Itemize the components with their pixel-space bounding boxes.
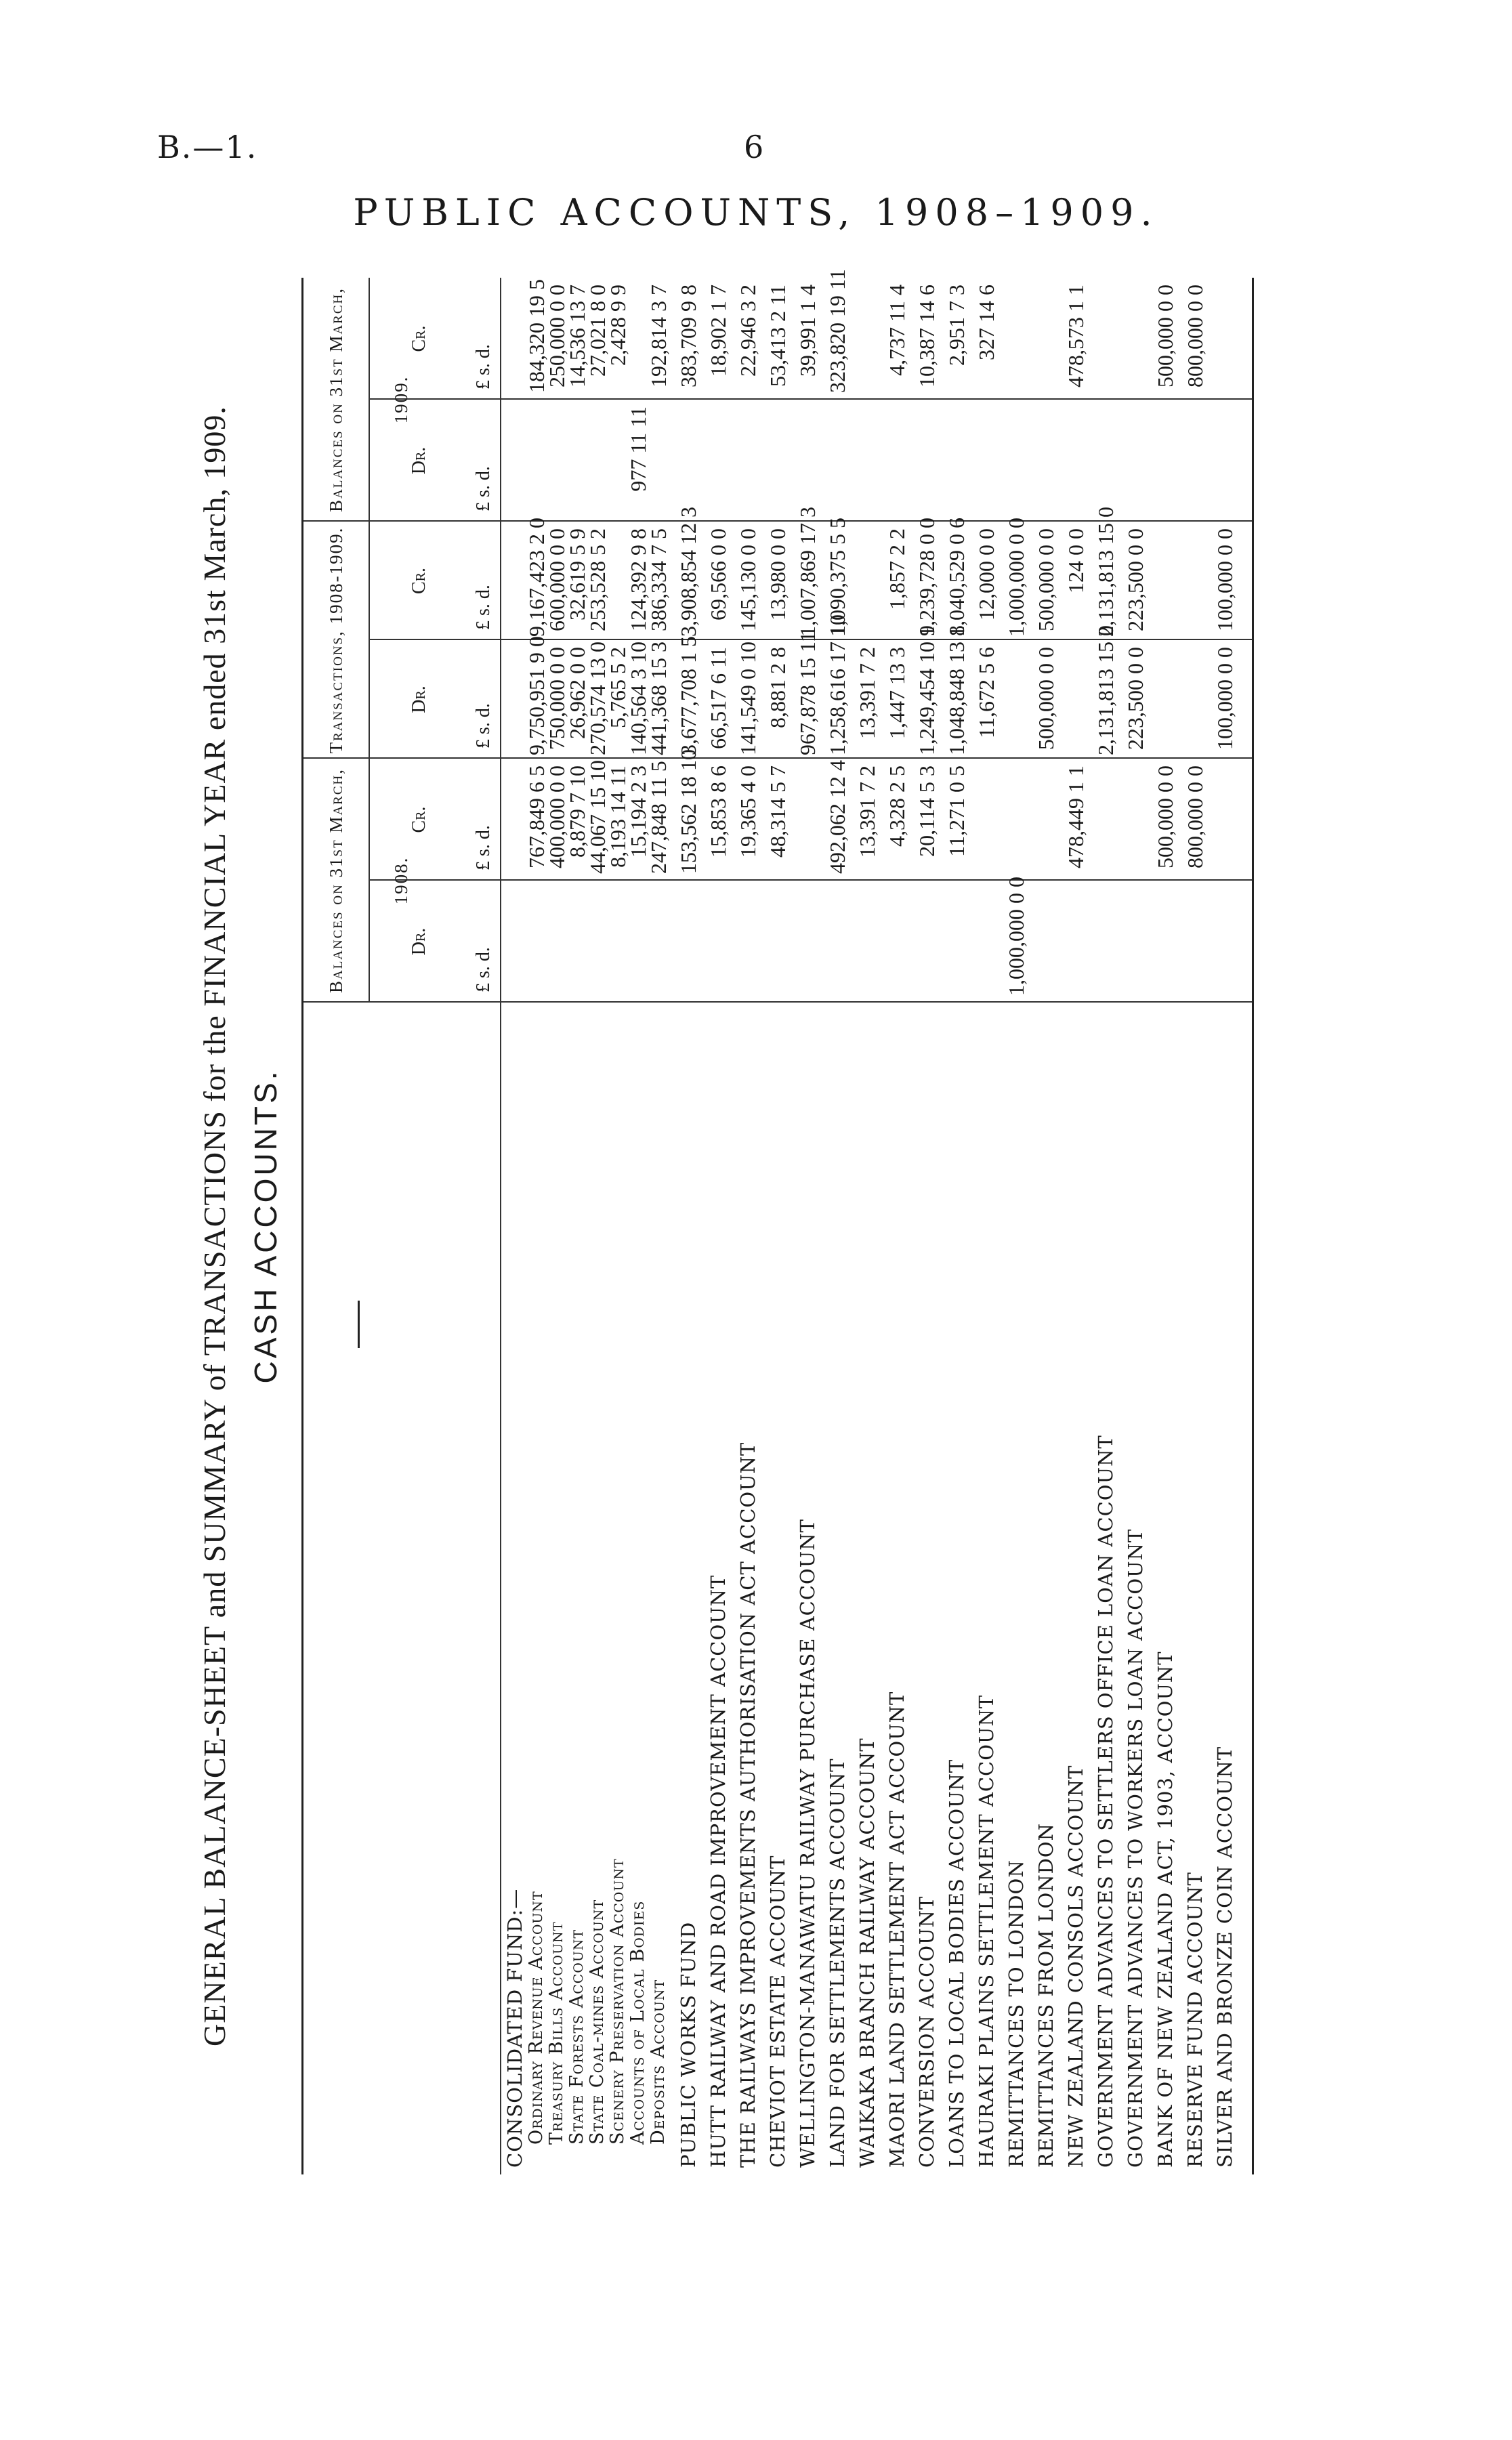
row-label: HUTT RAILWAY AND ROAD IMPROVEMENT ACCOUNT: [707, 1574, 730, 2168]
cell-cr-1908: 800,000 0 0: [1183, 765, 1207, 868]
row-label: RESERVE FUND ACCOUNT: [1183, 1872, 1206, 2168]
table-row: [882, 278, 912, 2174]
table-row: [733, 278, 763, 2174]
cell-dr-transactions: 9,750,951 9 0: [524, 636, 549, 755]
row-label: CONVERSION ACCOUNT: [915, 1895, 938, 2168]
cell-cr-1909: 184,320 19 5: [524, 279, 549, 393]
cell-cr-1909: 14,536 13 7: [565, 285, 589, 387]
cell-cr-1908: 11,271 0 5: [944, 765, 969, 857]
cell-cr-transactions: 124,392 9 8: [626, 528, 650, 631]
page-reference: B.—1.: [157, 129, 258, 165]
cell-cr-1909: 327 14 6: [974, 285, 999, 360]
row-label: REMITTANCES TO LONDON: [1005, 1859, 1028, 2168]
cell-cr-1908: 13,391 7 2: [855, 765, 879, 858]
cell-cr-transactions: 32,619 5 9: [565, 528, 589, 620]
cell-cr-1909: 192,814 3 7: [646, 285, 671, 387]
row-label: Ordinary Revenue Account: [526, 1891, 547, 2145]
table-row: [763, 278, 793, 2174]
cell-cr-transactions: 100,000 0 0: [1213, 528, 1237, 631]
table-row: [942, 278, 971, 2174]
cell-cr-1908: 19,365 4 0: [736, 765, 760, 858]
cell-cr-1908: 8,193 14 11: [606, 765, 630, 868]
cell-cr-transactions: 600,000 0 0: [545, 528, 569, 631]
cell-cr-1908: 15,194 2 3: [626, 765, 650, 858]
row-label: HAURAKI PLAINS SETTLEMENT ACCOUNT: [975, 1694, 998, 2168]
units-label: £ s. d.: [473, 585, 494, 630]
row-label: GOVERNMENT ADVANCES TO SETTLERS OFFICE LOAN ACCOUNT: [1094, 1435, 1117, 2168]
cell-cr-transactions: 500,000 0 0: [1034, 528, 1058, 631]
row-label: WAIKAKA BRANCH RAILWAY ACCOUNT: [856, 1738, 879, 2168]
cell-cr-transactions: 69,566 0 0: [706, 528, 730, 620]
group-header-transactions: Transactions, 1908-1909.: [326, 526, 346, 754]
cell-dr-transactions: 100,000 0 0: [1213, 647, 1237, 750]
row-label: SILVER AND BRONZE COIN ACCOUNT: [1213, 1746, 1236, 2168]
row-label: Scenery Preservation Account: [607, 1858, 628, 2145]
cell-cr-transactions: 2,131,813 15 0: [1093, 507, 1118, 637]
table-row: [1091, 278, 1120, 2174]
cell-cr-1909: 250,000 0 0: [545, 285, 569, 387]
cell-cr-1909: 800,000 0 0: [1183, 285, 1207, 387]
cell-dr-1908: 1,000,000 0 0: [1004, 877, 1028, 996]
col-header-dr: Dr.: [408, 446, 429, 475]
row-label: LOANS TO LOCAL BODIES ACCOUNT: [945, 1759, 968, 2168]
cell-dr-1909: 977 11 11: [626, 406, 650, 492]
col-header-dr: Dr.: [408, 927, 429, 956]
table-row: [1150, 278, 1180, 2174]
cell-cr-1908: 48,314 5 7: [765, 765, 790, 858]
cell-dr-transactions: 270,574 13 0: [585, 641, 610, 755]
group-header-balances-1908: Balances on 31st March, 1908.: [326, 767, 411, 994]
table-row: [852, 278, 882, 2174]
cell-cr-1909: 2,428 9 9: [606, 285, 630, 366]
cell-cr-transactions: 1,090,375 5 5: [825, 518, 849, 637]
row-label: GOVERNMENT ADVANCES TO WORKERS LOAN ACCOUNT: [1124, 1528, 1147, 2168]
row-label: Deposits Account: [648, 1979, 669, 2145]
cell-cr-1908: 767,849 6 5: [524, 765, 549, 868]
row-label: REMITTANCES FROM LONDON: [1034, 1822, 1057, 2168]
table-row: [1061, 278, 1091, 2174]
cell-cr-1908: 4,328 2 5: [885, 765, 909, 847]
cell-cr-1908: 247,848 11 5: [646, 761, 671, 874]
cell-cr-1909: 10,387 14 6: [915, 285, 939, 387]
row-label: CONSOLIDATED FUND:—: [503, 1888, 526, 2168]
cell-cr-transactions: 1,000,000 0 0: [1004, 518, 1028, 637]
cell-cr-1909: 27,021 8 0: [585, 285, 610, 377]
cell-cr-transactions: 1,007,869 17 3: [795, 507, 820, 637]
cell-cr-1909: 478,573 1 1: [1064, 285, 1088, 387]
cell-cr-transactions: 1,857 2 2: [885, 528, 909, 610]
table-row: [793, 278, 822, 2174]
cell-cr-1909: 383,709 9 8: [676, 285, 700, 387]
units-label: £ s. d.: [473, 825, 494, 870]
row-label: NEW ZEALAND CONSOLS ACCOUNT: [1064, 1765, 1087, 2168]
cell-cr-transactions: 12,000 0 0: [974, 528, 999, 620]
cell-dr-transactions: 1,258,616 17 10: [825, 614, 849, 755]
table-row: [822, 269, 852, 2174]
row-label: Accounts of Local Bodies: [627, 1900, 648, 2145]
table-row: [1120, 278, 1150, 2174]
cell-cr-1909: 4,737 11 4: [885, 285, 909, 376]
cell-dr-transactions: 3,677,708 1 5: [676, 636, 700, 755]
statement-subtitle: CASH ACCOUNTS.: [248, 1068, 283, 1384]
table-row: [1180, 278, 1210, 2174]
totals-block: [196, 2178, 1321, 2381]
cell-cr-1908: 20,114 5 3: [915, 765, 939, 857]
label-header-dash: [358, 1301, 360, 1348]
cell-cr-transactions: 9,167,423 2 0: [524, 518, 549, 637]
cell-cr-1909: 22,946 3 2: [736, 285, 760, 377]
cell-cr-1909: 2,951 7 3: [944, 285, 969, 366]
cell-cr-1909: 39,991 1 4: [795, 285, 820, 377]
cell-cr-transactions: 1,040,529 0 6: [944, 518, 969, 637]
row-label: State Coal-mines Account: [587, 1899, 608, 2145]
page-number: 6: [744, 129, 764, 165]
row-label: MAORI LAND SETTLEMENT ACT ACCOUNT: [885, 1691, 908, 2168]
cell-cr-1908: 44,067 15 10: [585, 760, 610, 874]
units-label: £ s. d.: [473, 947, 494, 992]
table-row: [1031, 278, 1061, 2174]
row-label: THE RAILWAYS IMPROVEMENTS AUTHORISATION ACT ACCOUNT: [736, 1442, 759, 2168]
cell-cr-1908: 15,853 8 6: [706, 765, 730, 858]
cell-dr-transactions: 2,131,813 15 0: [1093, 625, 1118, 755]
cell-cr-transactions: 223,500 0 0: [1123, 528, 1148, 631]
group-header-balances-1909: Balances on 31st March, 1909.: [326, 287, 411, 513]
units-label: £ s. d.: [473, 703, 494, 749]
col-header-cr: Cr.: [408, 806, 429, 833]
cell-cr-transactions: 386,334 7 5: [646, 528, 671, 631]
cell-dr-transactions: 66,517 6 11: [706, 647, 730, 749]
row-label: PUBLIC WORKS FUND: [677, 1921, 700, 2168]
cell-dr-transactions: 750,000 0 0: [545, 647, 569, 750]
table-row: [1210, 278, 1240, 2174]
row-label: LAND FOR SETTLEMENTS ACCOUNT: [826, 1758, 849, 2168]
section-title: PUBLIC ACCOUNTS, 1908–1909.: [353, 191, 1159, 234]
cell-dr-transactions: 11,672 5 6: [974, 647, 999, 738]
cell-dr-transactions: 5,765 5 2: [606, 647, 630, 728]
cell-dr-transactions: 141,549 0 10: [736, 641, 760, 755]
table-row: [673, 278, 703, 2174]
cell-dr-transactions: 1,249,454 10 9: [915, 625, 939, 755]
cell-dr-transactions: 1,048,848 13 8: [944, 625, 969, 755]
units-label: £ s. d.: [473, 466, 494, 511]
table-row: [703, 278, 733, 2174]
cell-cr-1908: 400,000 0 0: [545, 765, 569, 868]
cell-cr-1909: 18,902 1 7: [706, 285, 730, 377]
cell-dr-transactions: 1,447 13 3: [885, 647, 909, 739]
cell-cr-transactions: 3,908,854 12 3: [676, 507, 700, 637]
cell-cr-transactions: 1,239,728 0 0: [915, 518, 939, 637]
cell-cr-1908: 478,449 1 1: [1064, 765, 1088, 868]
row-label: CHEVIOT ESTATE ACCOUNT: [766, 1855, 789, 2168]
cell-dr-transactions: 140,564 3 10: [626, 641, 650, 755]
cell-cr-1909: 53,413 2 11: [765, 285, 790, 387]
cell-cr-1908: 500,000 0 0: [1153, 765, 1177, 868]
cell-dr-transactions: 967,878 15 11: [795, 631, 820, 755]
cell-cr-1909: 500,000 0 0: [1153, 285, 1177, 387]
units-label: £ s. d.: [473, 344, 494, 390]
cell-cr-1909: 323,820 19 11: [825, 269, 849, 393]
cell-cr-transactions: 13,980 0 0: [765, 528, 790, 620]
statement-title: GENERAL BALANCE-SHEET and SUMMARY of TRANSACTIONS for the FINANCIAL YEAR ended 31st March, 1909.: [197, 406, 232, 2046]
cell-cr-transactions: 124 0 0: [1064, 528, 1088, 593]
table-row: [644, 278, 673, 2174]
cell-cr-1908: 492,062 12 4: [825, 760, 849, 874]
cell-cr-1908: 8,879 7 10: [565, 765, 589, 858]
cell-dr-transactions: 500,000 0 0: [1034, 647, 1058, 750]
cell-dr-transactions: 8,881 2 8: [765, 647, 790, 728]
table-row: [1001, 278, 1031, 2174]
row-label: Treasury Bills Account: [546, 1921, 567, 2145]
cell-dr-transactions: 223,500 0 0: [1123, 647, 1148, 750]
col-header-cr: Cr.: [408, 325, 429, 352]
row-label: BANK OF NEW ZEALAND ACT, 1903, ACCOUNT: [1154, 1651, 1177, 2168]
cell-cr-transactions: 145,130 0 0: [736, 528, 760, 631]
col-header-dr: Dr.: [408, 686, 429, 713]
table-row: [912, 278, 942, 2174]
cell-dr-transactions: 26,962 0 0: [565, 647, 589, 739]
row-label: State Forests Account: [566, 1929, 587, 2145]
cell-cr-transactions: 253,528 5 2: [585, 528, 610, 631]
cell-dr-transactions: 13,391 7 2: [855, 647, 879, 739]
table-row: [971, 278, 1001, 2174]
col-header-cr: Cr.: [408, 568, 429, 595]
cell-cr-1908: 153,562 18 10: [676, 749, 700, 874]
row-label: WELLINGTON-MANAWATU RAILWAY PURCHASE ACCOUNT: [796, 1519, 819, 2168]
rotated-statement: [196, 269, 1253, 2174]
cell-dr-transactions: 441,368 15 3: [646, 641, 671, 755]
balance-sheet-table: [301, 269, 1254, 2174]
